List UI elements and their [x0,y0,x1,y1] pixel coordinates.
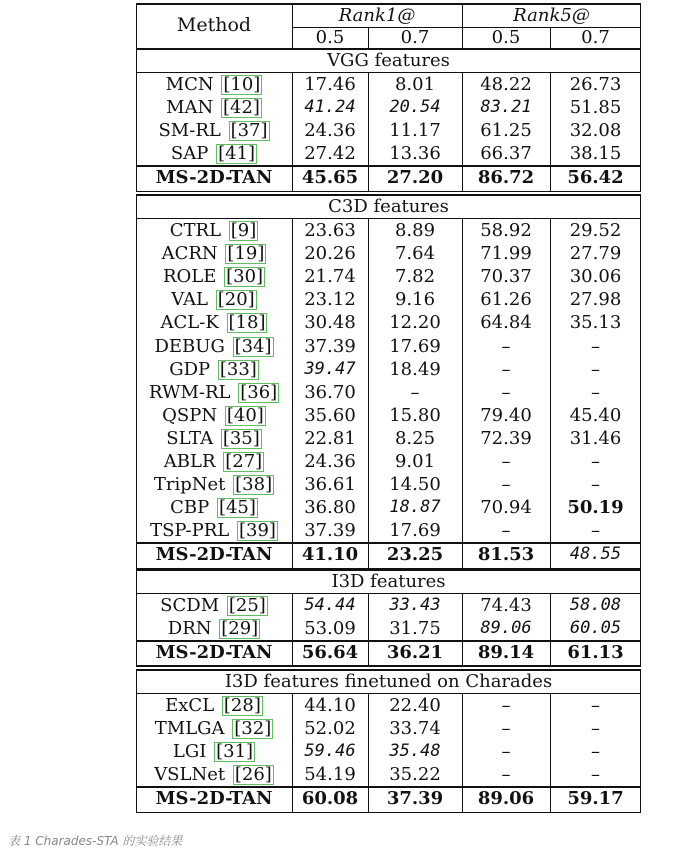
value-cell: 17.46 [304,74,356,95]
value-cell: 70.37 [480,266,532,288]
header-rank1: Rank1@ [338,5,416,26]
column-rule [368,218,369,569]
value-cell: 13.36 [389,143,441,165]
value-cell: 64.84 [480,312,532,334]
value-cell: 30.48 [304,312,356,334]
method-cell [136,427,292,450]
method-cell [136,142,292,165]
method-cell [136,473,292,496]
column-rule [368,72,369,192]
method-cell [136,450,292,473]
ours-value-cell: 36.21 [386,642,444,664]
column-rule [640,693,641,813]
value-cell: 35.13 [569,312,622,334]
citation-link[interactable]: [37] [230,120,268,142]
value-cell: 27.42 [304,143,356,165]
citation-link[interactable]: [35] [222,427,260,449]
section-bottom-rule [136,812,641,814]
column-rule [136,593,137,666]
method-cell [136,740,292,763]
value-cell: 35.48 [389,741,441,762]
value-cell: 35.60 [304,404,356,426]
ours-method: MS-2D-TAN [155,788,273,810]
value-cell: 53.09 [304,618,356,640]
header-method: Method [176,14,252,36]
method-name: TSP-PRL [150,520,230,542]
value-cell: 89.06 [480,618,532,639]
value-cell: – [591,358,600,380]
column-rule [550,593,551,666]
method-cell [136,288,292,311]
value-cell: 33.74 [389,718,441,740]
ours-value-cell: 41.10 [301,544,359,566]
value-cell: 30.06 [569,266,622,288]
value-cell: 12.20 [389,312,441,334]
value-cell: 8.89 [394,220,436,241]
value-cell: 58.92 [480,220,532,241]
value-cell: 31.75 [389,618,441,640]
column-rule [292,3,293,48]
citation-link[interactable]: [31] [216,741,254,763]
value-cell: 54.44 [304,595,356,615]
value-cell: 7.64 [394,243,436,265]
ours-value-cell: 59.17 [567,788,624,810]
method-name: DEBUG [154,335,225,357]
value-cell: 9.16 [394,289,436,311]
column-rule [462,72,463,192]
column-rule [462,218,463,569]
section-title: C3D features [328,196,449,217]
method-name: CBP [170,497,210,519]
citation-link[interactable]: [34] [234,335,272,357]
method-name: ABLR [163,451,216,472]
value-cell: – [501,520,511,542]
ours-value-cell: 56.64 [301,642,359,664]
citation-link[interactable]: [9] [230,220,257,241]
value-cell: – [591,520,600,542]
value-cell: 24.36 [304,120,356,142]
value-cell: – [501,741,511,763]
method-cell [136,335,292,358]
value-cell: 52.02 [304,718,356,740]
value-cell: – [591,335,600,357]
method-name: QSPN [162,404,218,426]
value-cell: 59.46 [304,741,356,762]
value-cell: 38.15 [569,143,622,165]
citation-link[interactable]: [40] [226,404,264,426]
method-name: VAL [171,289,209,311]
value-cell: 54.19 [304,764,356,786]
citation-link[interactable]: [45] [218,497,256,519]
value-cell: 50.19 [567,497,624,519]
method-name: MCN [165,74,214,95]
value-cell: 58.08 [569,595,622,615]
value-cell: 61.25 [480,120,532,142]
method-cell [136,119,292,142]
value-cell: – [501,451,511,472]
column-rule [292,693,293,813]
value-cell: 21.74 [304,266,356,288]
column-rule [550,27,551,48]
value-cell: 11.17 [389,120,441,142]
value-cell: 27.98 [569,289,622,311]
column-rule [550,72,551,192]
ours-value-cell: 48.55 [569,544,622,565]
column-rule [640,72,641,192]
method-name: ExCL [165,695,215,716]
ours-value-cell: 23.25 [386,544,444,566]
method-name: TMLGA [154,718,225,740]
ours-value-cell: 27.20 [386,167,444,189]
value-cell: 35.22 [389,764,441,786]
citation-link[interactable]: [39] [238,520,276,542]
method-cell [136,594,292,617]
value-cell: 39.47 [304,358,356,379]
section-title: VGG features [327,50,450,71]
column-rule [368,27,369,48]
value-cell: 60.05 [569,618,622,639]
header-iou-3: 0.5 [491,27,521,48]
column-rule [136,693,137,813]
value-cell: 20.26 [304,243,356,265]
value-cell: 26.73 [569,74,622,95]
ours-method: MS-2D-TAN [155,642,273,664]
value-cell: – [591,474,600,496]
column-rule [640,3,641,49]
section-title: I3D features [331,571,446,592]
value-cell: 18.87 [389,497,441,518]
ours-value-cell: 60.08 [301,788,359,810]
method-name: GDP [169,358,211,380]
value-cell: 45.40 [569,404,622,426]
value-cell: – [501,358,511,380]
method-cell [136,763,292,786]
value-cell: 51.85 [569,97,622,119]
column-rule [640,48,641,72]
citation-link[interactable]: [36] [240,381,278,403]
citation-link[interactable]: [33] [219,358,257,380]
method-cell [136,717,292,740]
column-rule [136,3,137,49]
method-cell [136,311,292,334]
column-rule [640,593,641,666]
citation-link[interactable]: [10] [223,74,261,95]
column-rule [640,218,641,569]
value-cell: 14.50 [389,474,441,496]
citation-link[interactable]: [25] [228,595,266,616]
value-cell: 41.24 [304,97,356,118]
value-cell: 17.69 [389,520,441,542]
ours-value-cell: 89.14 [477,642,535,664]
value-cell: 33.43 [389,595,441,615]
column-rule [136,72,137,192]
ours-value-cell: 81.53 [477,544,535,566]
value-cell: 70.94 [480,497,532,519]
ours-value-cell: 37.39 [386,788,444,810]
citation-link[interactable]: [32] [234,718,272,740]
method-cell [136,404,292,427]
citation-link[interactable]: [18] [228,312,266,334]
value-cell: – [591,741,600,763]
method-name: SAP [170,143,209,165]
ours-method: MS-2D-TAN [155,544,273,566]
method-name: MAN [166,97,214,119]
value-cell: 23.12 [304,289,356,311]
value-cell: 27.79 [569,243,622,265]
value-cell: 44.10 [304,695,356,716]
citation-link[interactable]: [20] [217,289,255,311]
column-rule [462,3,463,48]
citation-link[interactable]: [42] [222,97,260,119]
citation-link[interactable]: [28] [223,695,261,716]
ours-value-cell: 86.72 [477,167,535,189]
citation-link[interactable]: [38] [235,474,273,496]
header-rank5: Rank5@ [513,5,590,26]
value-cell: – [591,695,600,716]
value-cell: – [501,718,511,740]
value-cell: 31.46 [569,427,622,449]
citation-link[interactable]: [30] [226,266,264,288]
citation-link[interactable]: [26] [234,764,272,786]
method-cell [136,265,292,288]
method-name: LGI [172,741,207,763]
value-cell: 79.40 [480,404,532,426]
column-rule [550,693,551,813]
section-bottom-rule [136,191,641,193]
method-cell [136,96,292,119]
column-rule [136,194,137,218]
section-title: I3D features finetuned on Charades [224,671,553,692]
column-rule [462,593,463,666]
value-cell: 15.80 [389,404,441,426]
citation-link[interactable]: [41] [218,143,256,165]
value-cell: 20.54 [389,97,441,118]
value-cell: 83.21 [480,97,532,118]
value-cell: 24.36 [304,451,356,472]
value-cell: 37.39 [304,335,356,357]
value-cell: 71.99 [480,243,532,265]
citation-link[interactable]: [29] [221,618,259,640]
value-cell: 7.82 [394,266,436,288]
ours-value-cell: 61.13 [567,642,624,664]
value-cell: 48.22 [480,74,532,95]
value-cell: 29.52 [569,220,622,241]
method-name: SCDM [160,595,220,616]
value-cell: 66.37 [480,143,532,165]
value-cell: 36.80 [304,497,356,519]
ours-method: MS-2D-TAN [155,167,273,189]
column-rule [462,693,463,813]
value-cell: – [591,718,600,740]
column-rule [292,72,293,192]
value-cell: – [501,381,511,403]
value-cell: – [501,335,511,357]
method-name: ACL-K [160,312,219,334]
citation-link[interactable]: [19] [227,243,265,265]
column-rule [640,194,641,218]
value-cell: 9.01 [394,451,436,472]
method-cell [136,381,292,404]
method-cell [136,496,292,519]
value-cell: – [501,474,511,496]
value-cell: 22.40 [389,695,441,716]
column-rule [292,218,293,569]
column-rule [292,593,293,666]
value-cell: 36.70 [304,381,356,403]
citation-link[interactable]: [27] [225,451,263,472]
value-cell: 61.26 [480,289,532,311]
section-bottom-rule [136,665,641,667]
column-rule [136,669,137,693]
value-cell: – [591,451,600,472]
method-cell [136,694,292,717]
method-cell [136,73,292,96]
column-rule [640,569,641,593]
method-name: TripNet [153,474,226,496]
column-rule [136,48,137,72]
ours-value-cell: 45.65 [301,167,359,189]
method-name: SLTA [166,427,214,449]
method-cell [136,617,292,640]
column-rule [640,669,641,693]
method-cell [136,519,292,542]
value-cell: 23.63 [304,220,356,241]
column-rule [368,593,369,666]
method-name: DRN [167,618,212,640]
method-name: CTRL [169,220,222,241]
ours-value-cell: 56.42 [567,167,624,189]
method-name: ROLE [162,266,217,288]
column-rule [136,218,137,569]
value-cell: 72.39 [480,427,532,449]
header-iou-4: 0.7 [581,27,610,48]
method-cell [136,219,292,242]
column-rule [136,569,137,593]
method-cell [136,358,292,381]
value-cell: – [410,381,420,403]
method-name: SM-RL [158,120,221,142]
value-cell: 17.69 [389,335,441,357]
header-iou-2: 0.7 [400,27,430,48]
method-name: VSLNet [154,764,226,786]
value-cell: 74.43 [480,595,532,616]
value-cell: 32.08 [569,120,622,142]
header-iou-1: 0.5 [315,27,345,48]
value-cell: – [501,764,511,786]
value-cell: 36.61 [304,474,356,496]
method-name: ACRN [161,243,218,265]
column-rule [550,218,551,569]
value-cell: 8.25 [394,427,436,449]
value-cell: 22.81 [304,427,356,449]
method-cell [136,242,292,265]
value-cell: – [591,764,600,786]
value-cell: 37.39 [304,520,356,542]
table-caption: 表 1 Charades-STA 的实验结果 [8,834,183,848]
column-rule [368,693,369,813]
value-cell: 18.49 [389,358,441,380]
value-cell: – [591,381,600,403]
value-cell: 8.01 [394,74,436,95]
method-name: RWM-RL [148,381,231,403]
value-cell: – [501,695,511,716]
ours-value-cell: 89.06 [477,788,535,810]
